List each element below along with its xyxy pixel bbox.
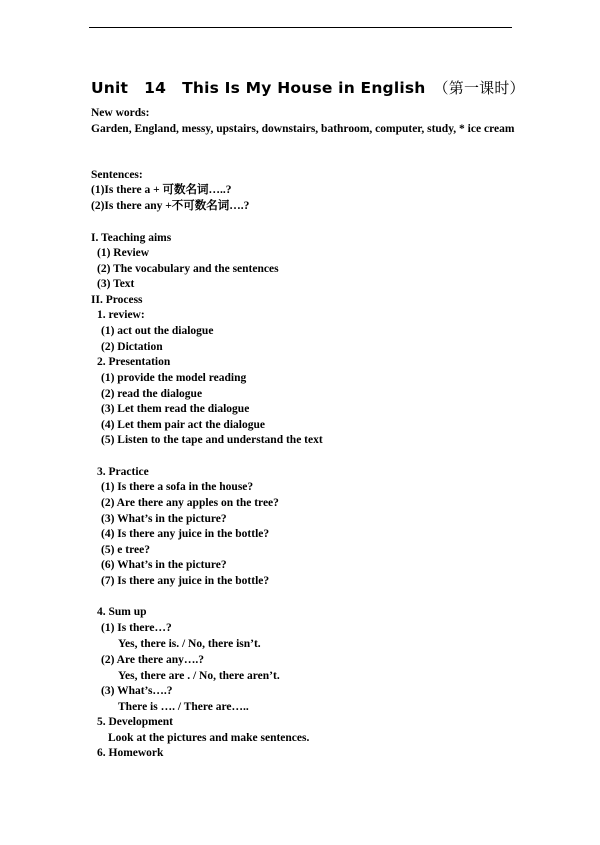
review-item: (1) act out the dialogue xyxy=(101,325,214,337)
review-item: (2) Dictation xyxy=(101,341,163,353)
new-words-list: Garden, England, messy, upstairs, downstairs, bathroom, computer, study, * ice cream xyxy=(91,123,515,135)
header-rule xyxy=(89,27,512,28)
title-chinese: （第一课时） xyxy=(433,79,525,97)
presentation-item: (5) Listen to the tape and understand the text xyxy=(101,434,323,446)
sentence-item: (1)Is there a + 可数名词…..? xyxy=(91,184,232,196)
practice-item: (1) Is there a sofa in the house? xyxy=(101,481,254,493)
presentation-item: (2) read the dialogue xyxy=(101,388,203,400)
page-title xyxy=(91,77,525,98)
presentation-item: (3) Let them read the dialogue xyxy=(101,403,250,415)
title-text: This Is My House in English xyxy=(182,79,426,97)
new-words-heading: New words: xyxy=(91,107,150,119)
aims-item: (3) Text xyxy=(97,278,135,290)
practice-item: (4) Is there any juice in the bottle? xyxy=(101,528,270,540)
sum-up-answer: Yes, there is. / No, there isn’t. xyxy=(118,638,261,650)
homework-heading: 6. Homework xyxy=(97,747,164,759)
development-heading: 5. Development xyxy=(97,716,174,728)
sentence-item: (2)Is there any +不可数名词….? xyxy=(91,200,250,212)
development-text: Look at the pictures and make sentences. xyxy=(108,732,310,744)
practice-item: (3) What’s in the picture? xyxy=(101,513,227,525)
aims-heading: I. Teaching aims xyxy=(91,232,172,244)
presentation-item: (1) provide the model reading xyxy=(101,372,247,384)
presentation-heading: 2. Presentation xyxy=(97,356,171,368)
title-unit: Unit xyxy=(91,79,129,97)
sum-up-answer: Yes, there are . / No, there aren’t. xyxy=(118,670,280,682)
practice-item: (2) Are there any apples on the tree? xyxy=(101,497,279,509)
practice-item: (7) Is there any juice in the bottle? xyxy=(101,575,270,587)
title-number: 14 xyxy=(144,79,167,97)
sum-up-answer: There is …. / There are….. xyxy=(118,701,249,713)
practice-heading: 3. Practice xyxy=(97,466,149,478)
sum-up-item: (1) Is there…? xyxy=(101,622,172,634)
process-heading: II. Process xyxy=(91,294,143,306)
sum-up-item: (2) Are there any….? xyxy=(101,654,205,666)
practice-item: (5) e tree? xyxy=(101,544,150,556)
sum-up-item: (3) What’s….? xyxy=(101,685,173,697)
sentences-heading: Sentences: xyxy=(91,169,143,181)
sum-up-heading: 4. Sum up xyxy=(97,606,147,618)
presentation-item: (4) Let them pair act the dialogue xyxy=(101,419,265,431)
aims-item: (2) The vocabulary and the sentences xyxy=(97,263,279,275)
aims-item: (1) Review xyxy=(97,247,150,259)
practice-item: (6) What’s in the picture? xyxy=(101,559,227,571)
review-heading: 1. review: xyxy=(97,309,145,321)
